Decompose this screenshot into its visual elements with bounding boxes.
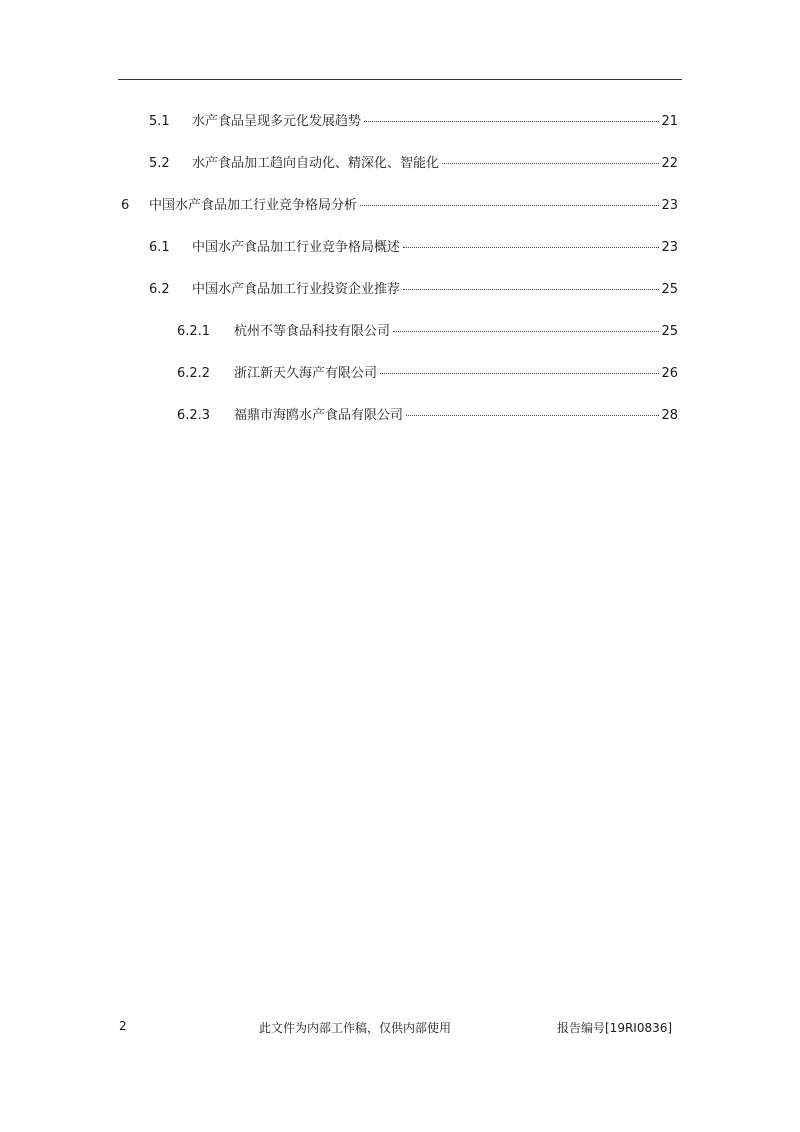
toc-entry-5-1[interactable]	[149, 110, 678, 128]
toc-leader-dots	[406, 415, 659, 416]
toc-title: 中国水产食品加工行业竞争格局分析	[149, 198, 358, 213]
toc-title: 中国水产食品加工行业竞争格局概述	[192, 240, 401, 255]
toc-leader-dots	[403, 247, 659, 248]
toc-leader-dots	[364, 121, 659, 122]
toc-title: 杭州不等食品科技有限公司	[234, 324, 391, 339]
toc-entry-6-2-2[interactable]	[177, 362, 678, 380]
toc-title: 水产食品呈现多元化发展趋势	[192, 114, 362, 129]
toc-page-number: 23	[661, 240, 678, 255]
toc-leader-dots	[360, 205, 659, 206]
toc-entry-6-2[interactable]	[149, 278, 678, 296]
footer-page-number: 2	[119, 1019, 127, 1033]
toc-page-number: 28	[661, 408, 678, 423]
toc-page-number: 25	[661, 324, 678, 339]
toc-number: 6.2.2	[177, 366, 211, 381]
toc-number: 6.2.1	[177, 324, 211, 339]
toc-page-number: 22	[661, 156, 678, 171]
toc-entry-6[interactable]	[121, 194, 678, 212]
toc-number: 6	[121, 198, 130, 213]
toc-page-number: 21	[661, 114, 678, 129]
toc-leader-dots	[380, 373, 659, 374]
toc-entry-6-1[interactable]	[149, 236, 678, 254]
header-rule	[118, 79, 682, 80]
toc-number: 6.2.3	[177, 408, 211, 423]
toc-page-number: 26	[661, 366, 678, 381]
toc-number: 5.2	[149, 156, 170, 171]
toc-number: 5.1	[149, 114, 170, 129]
footer-confidential-note: 此文件为内部工作稿，仅供内部使用	[259, 1021, 452, 1035]
toc-entry-5-2[interactable]	[149, 152, 678, 170]
toc-leader-dots	[442, 163, 659, 164]
toc-leader-dots	[403, 289, 659, 290]
toc-title: 水产食品加工趋向自动化、精深化、智能化	[192, 156, 440, 171]
toc-title: 中国水产食品加工行业投资企业推荐	[192, 282, 401, 297]
toc-page-number: 25	[661, 282, 678, 297]
toc-title: 福鼎市海鸥水产食品有限公司	[234, 408, 404, 423]
toc-title: 浙江新天久海产有限公司	[234, 366, 378, 381]
toc-entry-6-2-1[interactable]	[177, 320, 678, 338]
toc-entry-6-2-3[interactable]	[177, 404, 678, 422]
toc-page-number: 23	[661, 198, 678, 213]
toc-number: 6.2	[149, 282, 170, 297]
footer-report-number: 报告编号[19RI0836]	[557, 1021, 673, 1035]
toc-leader-dots	[393, 331, 659, 332]
toc-number: 6.1	[149, 240, 170, 255]
